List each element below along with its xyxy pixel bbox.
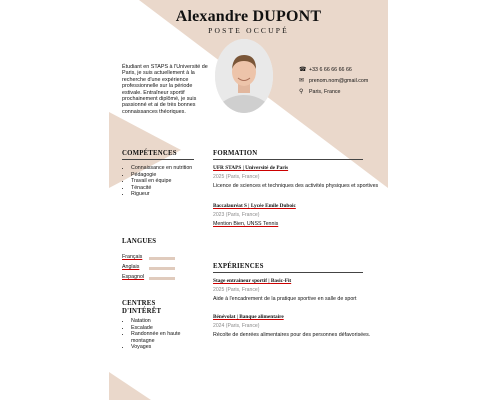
formation-title: Baccalauréat S | Lycée Emile Duboic [213,203,296,209]
interest-item: • Natation [131,318,198,325]
formation-description: Mention Bien, UNSS Tennis [213,221,279,227]
formation-heading: FORMATION [213,150,258,157]
contact-email [299,77,368,84]
contact-phone [299,66,352,73]
interest-item: • Randonnée en haute montagne [131,331,198,344]
interest-item: • Voyages [131,344,198,351]
job-title: POSTE OCCUPÉ [208,26,289,35]
competence-item: • Pédagogie [131,172,204,179]
location-text: Paris, France [309,88,341,95]
competences-heading: COMPÉTENCES [122,150,177,157]
langues-heading: LANGUES [122,238,157,245]
language-item: Français [122,254,143,260]
language-level-bar [149,267,175,270]
phone-text: +33 6 66 66 66 66 [309,66,352,73]
language-level-bar [149,257,175,260]
phone-icon: ☎ [299,67,307,73]
competence-item: • Travail en équipe [131,178,204,185]
competence-item: • Connaissance en nutrition [131,165,204,172]
bottom-accent-shape [109,372,151,400]
intro-text: Étudiant en STAPS à l'Université de Paris, je suis actuellement à la recherche d'une expérience professionnelle sur la période estivale. Entraîneur sportif prochainement diplômé, je suis passionné et ai de très bonnes connaissances théoriques. [122,64,208,115]
experience-description: Aide à l'encadrement de la pratique sportive en salle de sport [213,296,357,302]
email-icon: ✉ [299,78,305,84]
formation-entry-1 [213,165,383,189]
interets-heading: CENTRES D'INTÉRÊT [122,300,162,315]
experience-title: Stage entraineur sportif | Basic-Fit [213,278,292,284]
competences-rule [122,159,194,160]
cv-page [109,0,388,400]
location-pin-icon: ⚲ [299,89,304,95]
experience-entry-1 [213,278,383,302]
email-text: prenom.nom@gmail.com [309,77,369,84]
candidate-name: Alexandre DUPONT [175,8,322,25]
language-item: Anglais [122,264,140,270]
formation-entry-2 [213,203,383,227]
formation-description: Licence de sciences et techniques des activités physiques et sportives [213,183,379,189]
experience-date: 2025 (Paris, France) [213,287,260,293]
experiences-heading: EXPÉRIENCES [213,263,264,270]
experience-entry-2 [213,314,383,338]
profile-photo [215,39,273,113]
competence-item: • Ténacité [131,185,204,192]
person-avatar-icon [215,39,273,113]
experience-date: 2024 (Paris, France) [213,323,260,329]
contact-location [299,88,341,95]
formation-date: 2023 (Paris, France) [213,212,260,218]
experience-description: Récolte de denrées alimentaires pour des personnes défavorisées. [213,332,371,338]
interest-item: • Escalade [131,325,198,332]
formation-rule [213,159,363,160]
interets-list [122,318,198,351]
experiences-rule [213,272,363,273]
competence-item: • Rigueur [131,191,204,198]
formation-date: 2025 (Paris, France) [213,174,260,180]
competences-list [122,165,204,198]
formation-title: UFR STAPS | Université de Paris [213,165,289,171]
language-item: Espagnol [122,274,145,280]
experience-title: Bénévolat | Banque alimentaire [213,314,284,320]
language-level-bar [149,277,175,280]
